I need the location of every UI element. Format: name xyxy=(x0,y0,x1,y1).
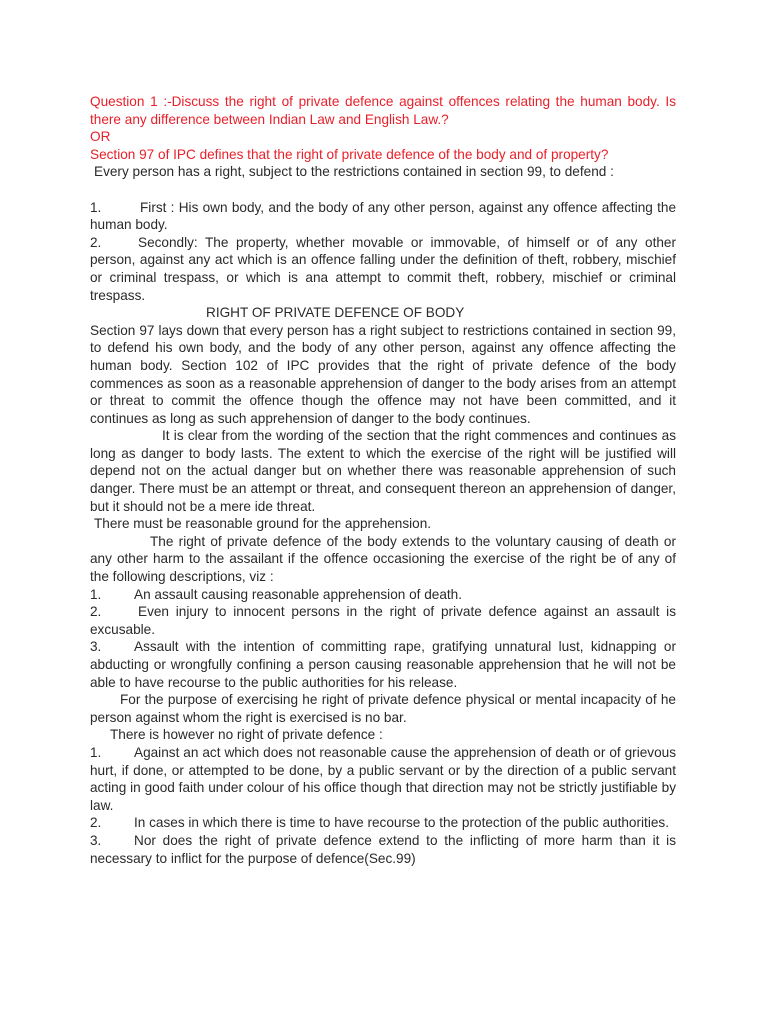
description-item xyxy=(90,603,676,638)
description-item xyxy=(90,638,676,691)
description-item-number: 2. xyxy=(90,604,102,620)
defend-item xyxy=(90,234,676,304)
defend-item-number: 2. xyxy=(90,234,102,250)
defend-item-text: Secondly: The property, whether movable or immovable, of himself or of any other person, against any act which is an offence falling under the definition of theft, robbery, mischief or criminal trespass, or which is ana attempt to commit theft, robbery, mischief or criminal trespass. xyxy=(90,234,676,303)
defend-item-text: First : His own body, and the body of any other person, against any offence affecting the human body. xyxy=(90,199,676,233)
question-or: OR xyxy=(90,129,111,145)
defend-item-number: 1. xyxy=(90,199,102,215)
no-right-item xyxy=(90,814,676,832)
description-item xyxy=(90,586,676,604)
no-right-item-text: In cases in which there is time to have recourse to the protection of the public authorities. xyxy=(134,815,669,831)
no-right-item-text: Against an act which does not reasonable cause the apprehension of death or of grievous hurt, if done, or attempted to be done, by a public servant or by the direction of a public servant acting in good faith under colour of his office though that direction may not be strictly justifiable by law. xyxy=(90,744,676,813)
section-97-paragraph: Section 97 lays down that every person has a right subject to restrictions contained in section 99, to defend his own body, and the body of any other person, against any offence affecting the human body. Section 102 of IPC provides that the right of private defence of the body commences as soon as a reasonable apprehension of danger to the body arises from an attempt or threat to commit the offence though the offence may not have been committed, and it continues as long as such apprehension of danger to the body continues. xyxy=(90,322,676,426)
description-item-text: Even injury to innocent persons in the right of private defence against an assault is excusable. xyxy=(90,604,676,637)
no-right-item-number: 2. xyxy=(90,815,102,831)
no-right-item-text: Nor does the right of private defence extend to the inflicting of more harm than it is necessary to inflict for the purpose of defence(Sec.99) xyxy=(90,832,676,866)
description-item-text: Assault with the intention of committing rape, gratifying unnatural lust, kidnapping or abducting or wrongfully confining a person causing reasonable apprehension that he will not be able to have recourse to the public authorities for his release. xyxy=(90,639,676,690)
reasonable-ground-paragraph: There must be reasonable ground for the apprehension. xyxy=(94,516,432,532)
description-item-text: An assault causing reasonable apprehension of death. xyxy=(134,586,462,602)
description-item-number: 1. xyxy=(90,586,102,602)
document-page xyxy=(90,93,676,867)
no-right-item xyxy=(90,744,676,814)
defend-item xyxy=(90,199,676,234)
blank-line xyxy=(90,181,676,199)
question-alternative: Section 97 of IPC defines that the right of private defence of the body and of property? xyxy=(90,146,609,162)
incapacity-paragraph: For the purpose of exercising he right of private defence physical or mental incapacity of he person against whom the right is exercised is no bar. xyxy=(90,692,676,725)
question-line: Question 1 :-Discuss the right of private defence against offences relating the human body. Is there any difference between Indian Law and English Law.? xyxy=(90,94,676,127)
intro-text: Every person has a right, subject to the restrictions contained in section 99, to defend : xyxy=(94,164,614,180)
section-heading: RIGHT OF PRIVATE DEFENCE OF BODY xyxy=(206,305,465,321)
clear-wording-paragraph: It is clear from the wording of the section that the right commences and continues as long as danger to body lasts. The extent to which the exercise of the right will be justified will depend not on the actual danger but on whether there was reasonable apprehension of such danger. There must be an attempt or threat, and consequent thereon an apprehension of danger, but it should not be a mere ide threat. xyxy=(90,428,676,514)
description-item-number: 3. xyxy=(90,639,102,655)
no-right-item xyxy=(90,832,676,867)
no-right-item-number: 3. xyxy=(90,832,102,848)
no-right-paragraph: There is however no right of private defence : xyxy=(110,727,383,743)
extends-paragraph: The right of private defence of the body extends to the voluntary causing of death or any other harm to the assailant if the offence occasioning the exercise of the right be of any of the following descriptions, viz : xyxy=(90,533,676,585)
no-right-item-number: 1. xyxy=(90,744,102,760)
